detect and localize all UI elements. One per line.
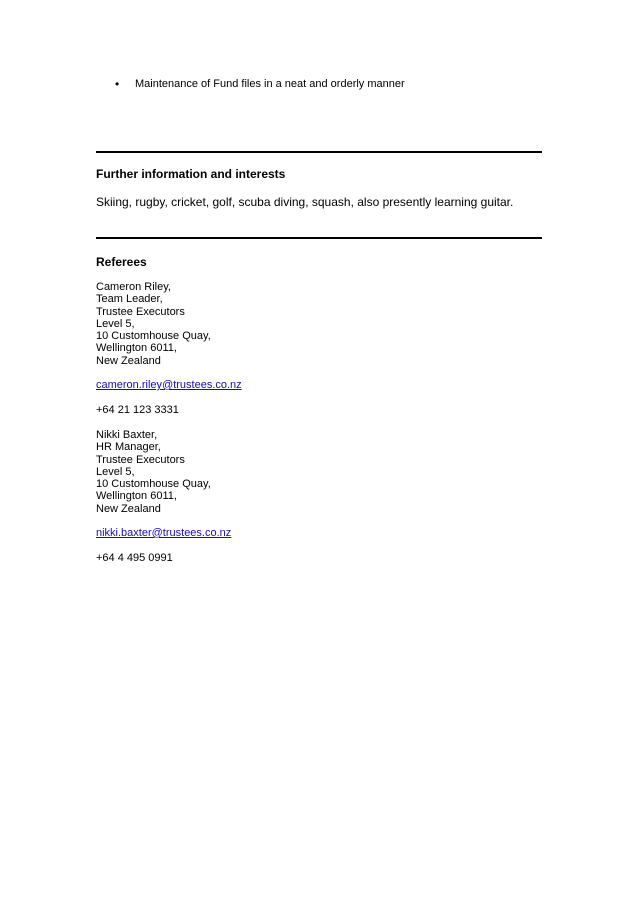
referee-line: Level 5, [96,465,135,478]
interests-text: Skiing, rugby, cricket, golf, scuba diving, squash, also presently learning guitar. [96,195,514,209]
referee-line: New Zealand [96,502,161,515]
referee-address [96,429,211,515]
referee-line: Trustee Executors [96,305,185,318]
referee-line: Wellington 6011, [96,490,177,503]
referee-line: Trustee Executors [96,453,185,466]
referee-line: 10 Customhouse Quay, [96,330,211,343]
referee-line: Cameron Riley, [96,281,171,293]
referee-line: HR Manager, [96,441,161,454]
referee-email-link[interactable]: cameron.riley@trustees.co.nz [96,379,242,391]
referee-line: Wellington 6011, [96,342,177,355]
referee-line: Level 5, [96,317,135,330]
referee-phone: +64 4 495 0991 [96,552,173,564]
referee-address [96,281,211,367]
referee-line: Nikki Baxter, [96,429,158,441]
section-divider [96,151,542,153]
referee-line: New Zealand [96,354,161,367]
referee-line: Team Leader, [96,293,163,306]
referees-heading: Referees [96,255,147,269]
referee-line: 10 Customhouse Quay, [96,478,211,491]
further-info-heading: Further information and interests [96,167,286,181]
section-divider [96,237,542,239]
bullet-icon: • [115,77,120,91]
duty-text [135,76,405,92]
duty-text-label: Maintenance of Fund files in a neat and orderly manner [135,78,405,90]
referee-email-link[interactable]: nikki.baxter@trustees.co.nz [96,527,232,539]
referee-phone: +64 21 123 3331 [96,404,179,416]
